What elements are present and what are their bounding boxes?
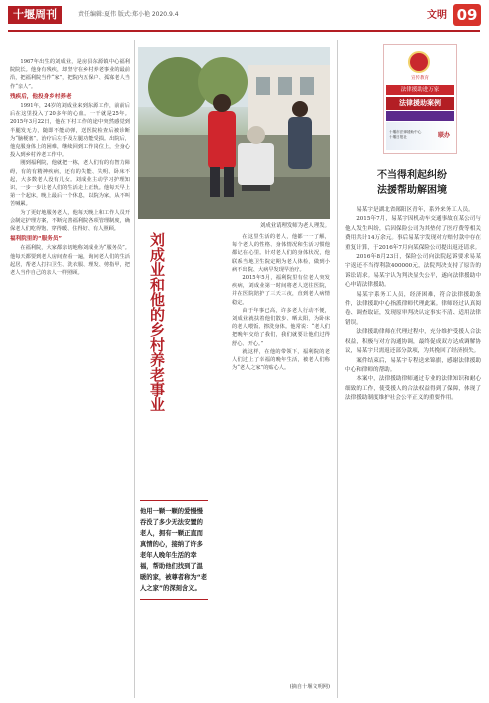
paragraph: 案件结束后，易某宇专程送来锦旗，感谢法律援助中心和律师的帮助。 [345,357,481,373]
right-article-body [345,206,481,696]
article-title-line-1: 刘成业和他的 [148,232,166,322]
page-header [0,0,489,32]
legal-small-text: 宣传教育 [411,76,429,81]
legal-aid-graphic [383,44,457,154]
paragraph: 本案中，法律援助律师通过专业的法律知识和耐心细致的工作，使受援人的合法权益得到了保障，体现了法律援助制度维护社会公平正义的重要作用。 [345,376,481,402]
legal-org-line-1: 十堰市法律援助中心 [389,130,422,134]
photo-illustration [138,47,330,219]
column-divider [337,40,338,698]
right-article-title [344,168,480,198]
legal-color-strip [386,111,454,121]
article-title-line-2: 乡村养老事业 [148,322,166,412]
photo-caption: 刘成业请理发师为老人理发。 [259,223,330,229]
pull-quote: 他用一颗一颗的爱慢慢吞没了多少无法安置的老人，拥有一颗正直而真情的心，接纳了许多老年人晚年生活的幸福，帮助他们找到了温暖的家，被尊者称为“老人之家”的深刻含义。 [140,500,208,600]
article-source: (摘自十堰文明网) [289,684,330,690]
paragraph: 在福利院，大家都亲切地称刘成业为“服务员”。他每天都要到老人房间查看一遍，询问老人们的生活起居，帮老人打扫卫生、洗衣服、理发、剪指甲，把老人当作自己的亲人一样照顾。 [10,245,130,277]
article-intro: 1967年出生的刘成业，是房县东源镇中心福利院院长。他身有残疾，却坚守在乡村养老事业的最前沿，把福利院当作“家”，把院内五保户、孤寡老人当作“亲人”。 [10,59,130,90]
paragraph: 在这里生活的老人，他都一一了解，每个老人的性格、身体情况和生活习惯他都记在心里。针对老人们的身体状况，他联系当地卫生院定期为老人体检，做到小病不出院、大病早发现早治疗。 [232,234,330,273]
subheading-2: 福利院里的“服务员” [10,236,63,243]
paragraph: 法律援助律师在代理过程中，充分维护受援人合法权益，积极与对方沟通协调，最终促成双方达成调解协议，易某宇只需返还部分款项，为其挽回了经济损失。 [345,329,481,355]
newspaper-logo: 十堰周刊 [8,6,62,24]
article-title [143,232,165,412]
header-rule [8,30,480,32]
section-name: 文明 [427,10,447,21]
editor-meta: 责任编辑:夏伟 版式:郑小艳 2020.9.4 [78,11,179,18]
legal-banner: 法律援助进万家 [386,85,454,95]
legal-org-text [389,130,421,140]
paragraph: 为了更好地服务老人，他每天晚上和工作人员开会制定护理方案，不断完善福利院各项管理制度，确保老人们吃得饱、穿得暖、住得好、有人照顾。 [10,209,130,233]
paragraph: 2016年8月23日，保险公司向法院起诉要求易某宇返还不当得利款400000元，法院判决支持了原告的诉讼请求。易某宇认为判决显失公平，遂向法律援助中心申请法律援助。 [345,254,481,289]
column-divider [134,40,135,698]
legal-emblem-icon [408,51,430,73]
paragraph: 2015年7月，易某宇因机动车交通事故在某公司与他人发生纠纷，后因保险公司为其垫付了医疗费等相关费用共计14万余元。事后易某宇发现对方赔付款中存在重复计算，于2016年7月向某保险公司提出返还请求。 [345,216,481,251]
paragraph: 易某宇系务工人员，经济困难，符合法律援助条件，法律援助中心指派律师代理此案。律师经过认真阅卷、调查取证，发现原审判决认定事实不清、适用法律错误。 [345,291,481,326]
paragraph: 刚到福利院，他就把一栋，老人们有的有智力障碍，有的有精神疾病，还有的失能、失明、卧床不起，大多数老人没有儿女。刘成业主动学习护理知识，一步一步让老人们的生活走上正轨。他每天早上第一个起床，晚上最后一个休息，以院为家，从不叫苦喊累。 [10,160,130,208]
legal-org-mark: 联办 [437,132,450,139]
paragraph: 易某宇是湖北省郧阳区青年，系外来务工人员。 [356,207,474,213]
paragraph: 1991年，24岁的刘成业来到东源工作，前前后后在这里投入了20多年的心血。一干就是25年。2015年3月22日，他在下村工作的途中突然感觉到半腿发无力，随即不能动弹，送医院检查后被诊断为“脑梗塞”，治疗后左手及左腿功能受损。出院后，他克服身体上的困难，继续回到工作岗位上，全身心投入到乡村养老工作中。 [10,103,130,159]
paragraph: 就这样，在他的带领下，福利院的老人们过上了幸福的晚年生活，被老人们称为“老人之家”的贴心人。 [232,348,330,372]
article-column-2 [232,233,330,678]
article-photo [138,47,330,219]
paragraph: 2015年5月，福利院里有位老人突发疾病，刘成业第一时间将老人送往医院，并在医院陪护了三天三夜，直到老人病情稳定。 [232,275,330,306]
article-column-1 [10,58,130,698]
subheading-1: 残疾后，他投身乡村养老 [10,93,72,100]
legal-org-line-2: 十堰日报社 [389,135,407,139]
right-title-line-1: 不当得利起纠纷 [377,170,447,181]
paragraph: 由于年事已高，许多老人行动不便，刘成业就扶着他们散步、晒太阳，为卧床的老人喂饭、擦洗身体。他常说：“老人们把晚年交给了我们，我们就要让他们过得舒心、开心。” [232,307,330,347]
page-number: 09 [453,4,481,26]
legal-org-panel [386,122,454,150]
legal-box-title: 法律援助案例 [386,97,454,110]
right-title-line-2: 法援帮助解困境 [377,185,447,196]
